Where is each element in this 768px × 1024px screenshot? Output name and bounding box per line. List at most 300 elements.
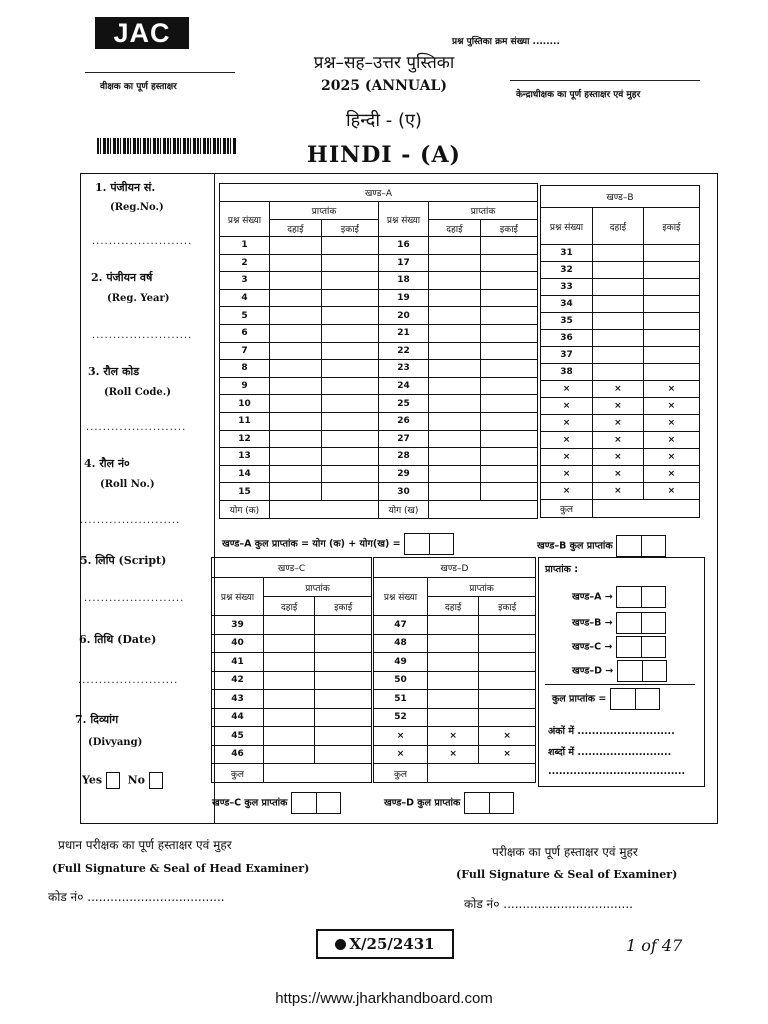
summary-c — [572, 636, 666, 658]
roll-no-label-en: (Roll No.) — [100, 479, 155, 490]
summary-total-box[interactable] — [610, 688, 660, 710]
booklet-code: X/25/2431 — [349, 935, 435, 953]
question-number: 13 — [220, 448, 270, 466]
units-cell[interactable] — [480, 395, 537, 413]
table-row — [220, 465, 538, 483]
question-number: 42 — [212, 671, 264, 690]
cross-mark: × — [374, 727, 428, 746]
question-number: 45 — [212, 727, 264, 746]
units-cell[interactable] — [643, 364, 699, 381]
units-cell[interactable] — [321, 430, 378, 448]
subject-hindi: हिन्दी - (ए) — [346, 110, 422, 131]
centre-sign-label: केन्द्राधीक्षक का पूर्ण हस्ताक्षर एवं मुहर — [516, 90, 641, 100]
section-a-total — [222, 533, 454, 555]
table-row — [541, 398, 700, 415]
script-field[interactable]: ........................ — [84, 593, 185, 604]
tens-cell[interactable] — [428, 307, 480, 325]
total-cell[interactable] — [593, 500, 700, 518]
cross-mark: × — [643, 483, 699, 500]
units-cell[interactable] — [321, 465, 378, 483]
summary-in-digits[interactable]: अंकों में ........................... — [548, 726, 675, 737]
section-c-heading: खण्ड–C — [212, 558, 372, 578]
tens-cell[interactable] — [428, 483, 480, 501]
units-header: इकाई — [480, 220, 537, 237]
tens-cell[interactable] — [264, 634, 315, 653]
tens-cell[interactable] — [264, 671, 315, 690]
table-row — [212, 634, 372, 653]
table-row — [541, 415, 700, 432]
question-number: 29 — [378, 465, 428, 483]
units-cell[interactable] — [643, 330, 699, 347]
units-cell[interactable] — [321, 483, 378, 501]
units-cell[interactable] — [479, 671, 536, 690]
summary-b-box[interactable] — [616, 612, 666, 634]
tens-cell[interactable] — [428, 690, 479, 709]
table-row — [374, 764, 536, 783]
units-header: इकाई — [321, 220, 378, 237]
question-number: 40 — [212, 634, 264, 653]
question-number: 33 — [541, 279, 593, 296]
question-number: 1 — [220, 237, 270, 255]
question-number: 5 — [220, 307, 270, 325]
summary-d-box[interactable] — [617, 660, 667, 682]
table-row — [374, 634, 536, 653]
reg-no-field[interactable]: ........................ — [92, 236, 193, 247]
head-examiner-sign-label-en: (Full Signature & Seal of Head Examiner) — [52, 862, 310, 875]
bullet-icon — [335, 939, 346, 950]
units-cell[interactable] — [321, 254, 378, 272]
tens-cell[interactable] — [428, 377, 480, 395]
table-row — [220, 237, 538, 255]
section-a-table — [219, 183, 538, 519]
table-row — [541, 313, 700, 330]
tens-cell[interactable] — [593, 245, 644, 262]
cross-mark: × — [541, 381, 593, 398]
head-examiner-sign-label: प्रधान परीक्षक का पूर्ण हस्ताक्षर एवं मुहर — [58, 838, 232, 852]
summary-extra-line[interactable]: ...................................... — [548, 766, 686, 777]
table-row — [541, 483, 700, 500]
units-cell[interactable] — [643, 296, 699, 313]
tens-cell[interactable] — [428, 708, 479, 727]
question-number: 10 — [220, 395, 270, 413]
question-number: 31 — [541, 245, 593, 262]
tens-cell[interactable] — [270, 254, 322, 272]
units-cell[interactable] — [480, 483, 537, 501]
section-b-table — [540, 185, 700, 518]
table-row — [212, 653, 372, 672]
tens-cell[interactable] — [270, 412, 322, 430]
roll-code-label-en: (Roll Code.) — [104, 387, 171, 398]
section-b-total-label: खण्ड–B कुल प्राप्तांक — [537, 540, 613, 552]
table-row — [541, 364, 700, 381]
units-cell[interactable] — [315, 690, 372, 709]
sum-k-cell[interactable] — [270, 500, 379, 518]
tens-cell[interactable] — [593, 313, 644, 330]
question-number: 14 — [220, 465, 270, 483]
table-row — [220, 324, 538, 342]
tens-cell[interactable] — [270, 360, 322, 378]
units-cell[interactable] — [479, 690, 536, 709]
question-number: 47 — [374, 616, 428, 635]
summary-b-label: खण्ड–B → — [572, 617, 613, 629]
units-cell[interactable] — [643, 262, 699, 279]
question-number: 16 — [378, 237, 428, 255]
question-number: 25 — [378, 395, 428, 413]
units-cell[interactable] — [315, 616, 372, 635]
summary-c-box[interactable] — [616, 636, 666, 658]
question-number: 17 — [378, 254, 428, 272]
tens-cell[interactable] — [270, 448, 322, 466]
cross-mark: × — [593, 415, 644, 432]
table-row — [541, 466, 700, 483]
roll-no-label: 4. रौल नं० — [84, 457, 130, 470]
table-row — [220, 430, 538, 448]
summary-total-label: कुल प्राप्तांक = — [552, 693, 607, 705]
tens-header: दहाई — [428, 597, 479, 616]
units-cell[interactable] — [479, 616, 536, 635]
table-row — [220, 272, 538, 290]
examiner-sign-label-en: (Full Signature & Seal of Examiner) — [456, 868, 678, 881]
reg-no-label: 1. पंजीयन सं. — [95, 181, 156, 194]
table-row — [541, 279, 700, 296]
units-cell[interactable] — [479, 653, 536, 672]
roll-no-field[interactable]: ........................ — [80, 515, 181, 526]
reg-year-label-en: (Reg. Year) — [107, 293, 170, 304]
tens-cell[interactable] — [593, 262, 644, 279]
units-cell[interactable] — [315, 727, 372, 746]
question-number: 18 — [378, 272, 428, 290]
table-row — [541, 296, 700, 313]
units-cell[interactable] — [321, 412, 378, 430]
units-cell[interactable] — [321, 377, 378, 395]
cross-mark: × — [479, 745, 536, 764]
tens-cell[interactable] — [270, 324, 322, 342]
table-row — [374, 671, 536, 690]
cross-mark: × — [593, 449, 644, 466]
units-cell[interactable] — [480, 254, 537, 272]
summary-heading: प्राप्तांक : — [545, 564, 579, 575]
marks-header: प्राप्तांक — [264, 578, 372, 597]
sum-kh-label: योग (ख) — [378, 500, 428, 518]
summary-divider — [545, 684, 695, 685]
total-label: कुल — [212, 764, 264, 783]
examiner-code[interactable]: कोड नं० .................................. — [464, 897, 633, 911]
table-row — [212, 690, 372, 709]
section-b-heading: खण्ड–B — [541, 186, 700, 208]
tens-cell[interactable] — [270, 377, 322, 395]
marks-header: प्राप्तांक — [270, 202, 379, 220]
marks-header: प्राप्तांक — [428, 578, 536, 597]
tens-cell[interactable] — [428, 412, 480, 430]
head-examiner-code[interactable]: कोड नं० .................................... — [48, 890, 225, 904]
units-cell[interactable] — [480, 465, 537, 483]
date-field[interactable]: ........................ — [78, 675, 179, 686]
cross-mark: × — [374, 745, 428, 764]
tens-cell[interactable] — [428, 342, 480, 360]
table-row — [212, 708, 372, 727]
table-row — [212, 671, 372, 690]
units-cell[interactable] — [643, 279, 699, 296]
units-cell[interactable] — [321, 360, 378, 378]
tens-cell[interactable] — [593, 364, 644, 381]
tens-cell[interactable] — [264, 708, 315, 727]
cross-mark: × — [593, 432, 644, 449]
table-row — [374, 653, 536, 672]
section-d-table — [373, 557, 536, 783]
table-row — [220, 307, 538, 325]
tens-cell[interactable] — [593, 296, 644, 313]
section-c-total — [212, 792, 341, 814]
cross-mark: × — [593, 466, 644, 483]
roll-code-field[interactable]: ........................ — [86, 422, 187, 433]
units-cell[interactable] — [479, 708, 536, 727]
question-number: 46 — [212, 745, 264, 764]
tens-cell[interactable] — [593, 279, 644, 296]
units-cell[interactable] — [480, 448, 537, 466]
units-cell[interactable] — [480, 412, 537, 430]
summary-c-label: खण्ड–C → — [572, 641, 613, 653]
reg-year-label: 2. पंजीयन वर्ष — [91, 271, 153, 284]
tens-cell[interactable] — [270, 237, 322, 255]
tens-cell[interactable] — [428, 289, 480, 307]
units-cell[interactable] — [480, 430, 537, 448]
q-no-header: प्रश्न संख्या — [374, 578, 428, 616]
summary-a-box[interactable] — [616, 586, 666, 608]
tens-cell[interactable] — [264, 690, 315, 709]
tens-cell[interactable] — [264, 727, 315, 746]
question-number: 36 — [541, 330, 593, 347]
no-checkbox[interactable] — [149, 772, 163, 789]
tens-cell[interactable] — [428, 653, 479, 672]
table-row — [220, 360, 538, 378]
tens-cell[interactable] — [264, 745, 315, 764]
summary-d-label: खण्ड–D → — [572, 665, 614, 677]
units-cell[interactable] — [643, 245, 699, 262]
units-cell[interactable] — [480, 272, 537, 290]
tens-cell[interactable] — [428, 616, 479, 635]
units-cell[interactable] — [321, 272, 378, 290]
section-c-total-box[interactable] — [291, 792, 341, 814]
table-row — [541, 449, 700, 466]
units-cell[interactable] — [479, 634, 536, 653]
section-d-total — [384, 792, 514, 814]
table-row — [374, 727, 536, 746]
table-row — [220, 254, 538, 272]
summary-a-label: खण्ड–A → — [572, 591, 613, 603]
total-cell[interactable] — [264, 764, 372, 783]
table-row — [212, 745, 372, 764]
question-number: 11 — [220, 412, 270, 430]
question-number: 12 — [220, 430, 270, 448]
tens-cell[interactable] — [428, 430, 480, 448]
tens-cell[interactable] — [428, 395, 480, 413]
tens-cell[interactable] — [264, 653, 315, 672]
summary-in-words[interactable]: शब्दों में .......................... — [548, 747, 672, 758]
question-number: 52 — [374, 708, 428, 727]
tens-cell[interactable] — [270, 342, 322, 360]
section-d-total-box[interactable] — [464, 792, 514, 814]
tens-cell[interactable] — [428, 237, 480, 255]
table-row — [541, 330, 700, 347]
reg-no-label-en: (Reg.No.) — [110, 202, 164, 213]
question-number: 22 — [378, 342, 428, 360]
question-number: 32 — [541, 262, 593, 279]
cross-mark: × — [643, 398, 699, 415]
section-b-total-box[interactable] — [616, 535, 666, 557]
date-label: 6. तिथि (Date) — [79, 633, 157, 646]
tens-cell[interactable] — [270, 465, 322, 483]
section-d-heading: खण्ड–D — [374, 558, 536, 578]
yes-checkbox[interactable] — [106, 772, 120, 789]
question-number: 37 — [541, 347, 593, 364]
question-number: 43 — [212, 690, 264, 709]
question-number: 28 — [378, 448, 428, 466]
units-cell[interactable] — [321, 448, 378, 466]
tens-header: दहाई — [264, 597, 315, 616]
question-number: 30 — [378, 483, 428, 501]
cross-mark: × — [643, 449, 699, 466]
total-cell[interactable] — [428, 764, 536, 783]
table-row — [212, 764, 372, 783]
divyang-label: 7. दिव्यांग — [75, 713, 119, 726]
units-header: इकाई — [479, 597, 536, 616]
tens-cell[interactable] — [428, 254, 480, 272]
units-cell[interactable] — [321, 324, 378, 342]
tens-cell[interactable] — [270, 307, 322, 325]
summary-a — [572, 586, 666, 608]
table-row — [541, 432, 700, 449]
invigilator-sign-label: वीक्षक का पूर्ण हस्ताक्षर — [100, 82, 177, 92]
cross-mark: × — [593, 381, 644, 398]
units-cell[interactable] — [321, 237, 378, 255]
units-cell[interactable] — [480, 360, 537, 378]
question-number: 15 — [220, 483, 270, 501]
units-cell[interactable] — [480, 342, 537, 360]
section-c-table — [211, 557, 372, 783]
tens-header: दहाई — [593, 208, 644, 245]
total-label: कुल — [374, 764, 428, 783]
table-row — [220, 412, 538, 430]
question-number: 19 — [378, 289, 428, 307]
table-row — [220, 448, 538, 466]
section-d-total-label: खण्ड–D कुल प्राप्तांक — [384, 797, 461, 809]
question-number: 20 — [378, 307, 428, 325]
section-a-heading: खण्ड–A — [220, 184, 538, 202]
cross-mark: × — [593, 483, 644, 500]
question-number: 35 — [541, 313, 593, 330]
tens-cell[interactable] — [428, 465, 480, 483]
page-number: 1 of 47 — [626, 936, 683, 955]
cross-mark: × — [643, 466, 699, 483]
tens-cell[interactable] — [270, 430, 322, 448]
units-cell[interactable] — [480, 377, 537, 395]
cross-mark: × — [479, 727, 536, 746]
units-cell[interactable] — [315, 745, 372, 764]
tens-cell[interactable] — [270, 483, 322, 501]
tens-cell[interactable] — [428, 324, 480, 342]
units-cell[interactable] — [315, 653, 372, 672]
units-cell[interactable] — [321, 342, 378, 360]
units-cell[interactable] — [315, 708, 372, 727]
q-no-header: प्रश्न संख्या — [378, 202, 428, 237]
question-number: 44 — [212, 708, 264, 727]
source-url[interactable]: https://www.jharkhandboard.com — [275, 990, 493, 1007]
tens-cell[interactable] — [428, 671, 479, 690]
tens-cell[interactable] — [270, 272, 322, 290]
units-cell[interactable] — [321, 289, 378, 307]
units-cell[interactable] — [480, 324, 537, 342]
q-no-header: प्रश्न संख्या — [220, 202, 270, 237]
units-cell[interactable] — [321, 307, 378, 325]
tens-cell[interactable] — [428, 360, 480, 378]
question-number: 49 — [374, 653, 428, 672]
summary-b — [572, 612, 666, 634]
question-number: 3 — [220, 272, 270, 290]
question-number: 34 — [541, 296, 593, 313]
units-cell[interactable] — [315, 671, 372, 690]
tens-cell[interactable] — [264, 616, 315, 635]
examiner-sign-label: परीक्षक का पूर्ण हस्ताक्षर एवं मुहर — [492, 845, 638, 859]
table-row — [220, 342, 538, 360]
tens-cell[interactable] — [593, 330, 644, 347]
question-number: 23 — [378, 360, 428, 378]
subject-english: HINDI - (A) — [307, 142, 461, 168]
table-row — [541, 500, 700, 518]
table-row — [220, 500, 538, 518]
question-number: 4 — [220, 289, 270, 307]
tens-cell[interactable] — [428, 634, 479, 653]
units-cell[interactable] — [480, 237, 537, 255]
roll-code-label: 3. रौल कोड — [88, 365, 140, 378]
tens-cell[interactable] — [593, 347, 644, 364]
table-row — [541, 381, 700, 398]
booklet-serial: प्रश्न पुस्तिका क्रम संख्या ........ — [452, 37, 560, 47]
tens-cell[interactable] — [428, 272, 480, 290]
question-number: 26 — [378, 412, 428, 430]
sum-kh-cell[interactable] — [428, 500, 537, 518]
units-cell[interactable] — [480, 307, 537, 325]
q-no-header: प्रश्न संख्या — [212, 578, 264, 616]
question-number: 41 — [212, 653, 264, 672]
tens-cell[interactable] — [270, 395, 322, 413]
question-number: 21 — [378, 324, 428, 342]
reg-year-field[interactable]: ........................ — [92, 330, 193, 341]
units-cell[interactable] — [643, 347, 699, 364]
question-number: 38 — [541, 364, 593, 381]
table-row — [220, 483, 538, 501]
question-number: 6 — [220, 324, 270, 342]
tens-header: दहाई — [270, 220, 322, 237]
question-number: 51 — [374, 690, 428, 709]
table-row — [541, 245, 700, 262]
no-label: No — [127, 773, 146, 787]
units-cell[interactable] — [315, 634, 372, 653]
tens-cell[interactable] — [270, 289, 322, 307]
table-row — [212, 616, 372, 635]
section-a-total-box[interactable] — [404, 533, 454, 555]
units-cell[interactable] — [321, 395, 378, 413]
cross-mark: × — [428, 727, 479, 746]
cross-mark: × — [541, 483, 593, 500]
question-number: 7 — [220, 342, 270, 360]
units-cell[interactable] — [643, 313, 699, 330]
cross-mark: × — [643, 415, 699, 432]
tens-cell[interactable] — [428, 448, 480, 466]
units-cell[interactable] — [480, 289, 537, 307]
table-row — [374, 708, 536, 727]
section-c-total-label: खण्ड–C कुल प्राप्तांक — [212, 797, 288, 809]
cross-mark: × — [541, 449, 593, 466]
